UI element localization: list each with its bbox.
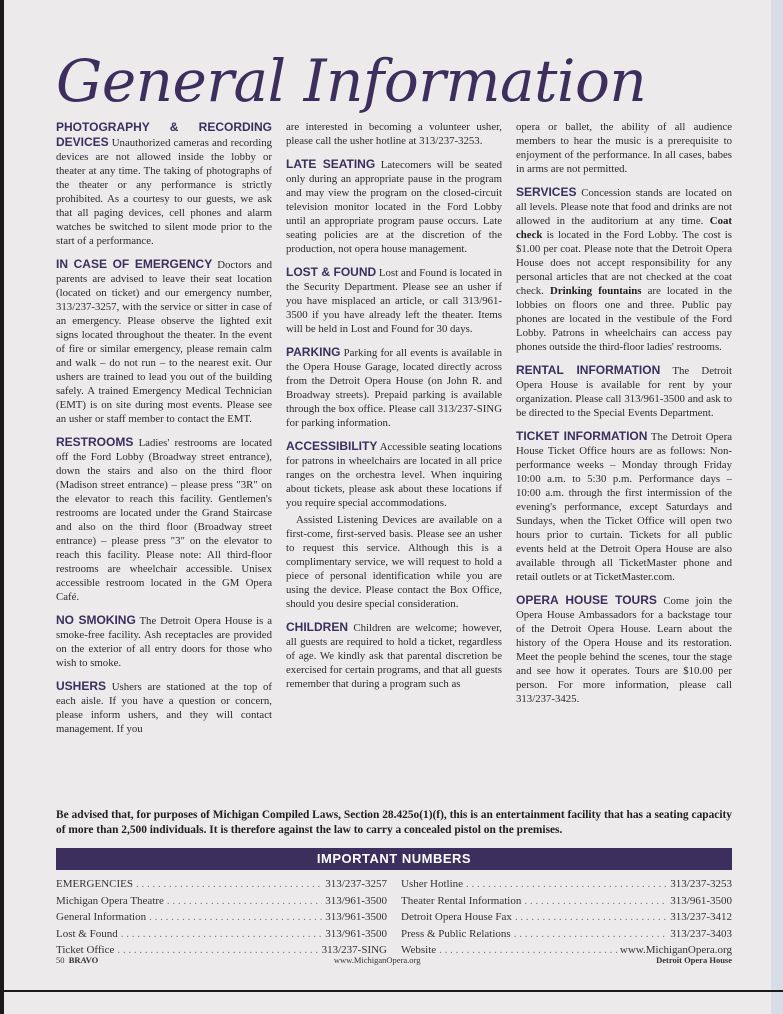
section-ushers-continued: are interested in becoming a volunteer usher, please call the usher hotline at 313/237-3253. bbox=[286, 121, 502, 147]
section-accessibility bbox=[286, 439, 502, 510]
section-text: Come join the Opera House Ambassadors for a backstage tour of the Detroit Opera House. Learn about the history of the Opera House and its restoration. Meet the people behind the scenes, tour the stage and see how it operates. Tours are $10.00 per person. For more information, please call 313/237-3425. bbox=[516, 595, 733, 705]
section-heading: IN CASE OF EMERGENCY bbox=[56, 257, 213, 271]
section-text: Concession stands are located on all levels. Please note that food and drinks are not allowed in the auditorium at any time. bbox=[516, 187, 732, 227]
number-label: Michigan Opera Theatre bbox=[56, 894, 164, 907]
number-value: 313/961-3500 bbox=[325, 894, 387, 907]
number-label: Website bbox=[401, 944, 437, 956]
section-heading: OPERA HOUSE TOURS bbox=[516, 593, 657, 607]
section-heading: PARKING bbox=[286, 345, 341, 359]
drinking-fountains-label: Drinking fountains bbox=[550, 285, 642, 297]
page-edge-bar bbox=[0, 0, 4, 1014]
section-heading: RENTAL INFORMATION bbox=[516, 363, 661, 377]
section-text: Accessible seating locations for patrons in wheelchairs are located in all price ranges on the orchestra level. When inquiring about tickets, please ask about these locations if you require special accommodations. bbox=[286, 441, 502, 509]
number-label: Detroit Opera House Fax bbox=[401, 911, 512, 923]
numbers-columns bbox=[56, 876, 732, 959]
bottom-rule bbox=[0, 990, 783, 992]
section-heading: SERVICES bbox=[516, 185, 577, 199]
numbers-left-column bbox=[56, 876, 387, 959]
important-numbers bbox=[56, 848, 732, 959]
number-row bbox=[401, 926, 732, 943]
section-text: Unauthorized cameras and recording devices are not allowed inside the lobby or theater at any time. The taking of photographs of the theater or any performance is strictly prohibited. As a courtesy to our guests, we ask that all paging devices, cell phones and alarm watches be switched to silent mode prior to the start of a performance. bbox=[56, 137, 272, 247]
footer-url[interactable]: www.MichiganOpera.org bbox=[333, 955, 421, 965]
page-number: 50 bbox=[56, 955, 65, 965]
section-tours bbox=[516, 593, 732, 706]
footer-venue: Detroit Opera House bbox=[656, 955, 732, 965]
section-text: are located in the lobbies on floors one and three. Public pay phones are located in the vestibule of the Ford Lobby. Patrons in wheelchairs can access pay phones outside the third-floor ladies' restrooms. bbox=[516, 285, 733, 353]
number-label: EMERGENCIES bbox=[56, 878, 133, 890]
number-value: 313/237-3412 bbox=[670, 911, 732, 923]
number-label: Usher Hotline bbox=[401, 878, 464, 890]
number-label: Press & Public Relations bbox=[401, 927, 511, 940]
section-rental bbox=[516, 363, 732, 420]
section-heading: PHOTOGRAPHY & RECORDING DEVICES bbox=[56, 120, 272, 149]
page-footer bbox=[56, 955, 732, 965]
number-value: 313/961-3500 bbox=[325, 911, 387, 923]
section-heading: RESTROOMS bbox=[56, 435, 134, 449]
section-text: The Detroit Opera House is available for rent by your organization. Please call 313/961-3500 and ask to be directed to the Special Events Department. bbox=[516, 365, 732, 419]
section-children-continued: opera or ballet, the ability of all audience members to hear the music is a prerequisite to enjoyment of the performance. In all cases, babes in arms are not permitted. bbox=[516, 121, 732, 175]
section-text: Lost and Found is located in the Security Department. Please see an usher if you have misplaced an article, or call 313/961-3500 if you have already left the theater. Items will be held in Lost and Found for 30 days. bbox=[286, 267, 502, 335]
section-text: The Detroit Opera House is a smoke-free facility. Ash receptacles are provided on the exterior of all entry doors for those who wish to smoke. bbox=[56, 615, 272, 669]
number-label: Lost & Found bbox=[56, 927, 118, 940]
article-columns bbox=[56, 120, 732, 800]
page-title: General Information bbox=[56, 47, 647, 115]
section-parking bbox=[286, 345, 502, 430]
number-value: 313/237-3257 bbox=[325, 878, 387, 890]
section-photography bbox=[56, 120, 272, 248]
section-ticket bbox=[516, 429, 732, 584]
leader-dots bbox=[514, 926, 668, 943]
number-row bbox=[401, 893, 732, 910]
number-row bbox=[401, 876, 732, 893]
section-text: Latecomers will be seated only during an appropriate pause in the program and may view the program on the closed-circuit television monitor located in the Ford Lobby until an appropriate program pause occurs. Late seating policies are at the discretion of the production, not opera house management. bbox=[286, 159, 502, 255]
leader-dots bbox=[515, 909, 667, 926]
number-row bbox=[56, 893, 387, 910]
number-row bbox=[56, 876, 387, 893]
section-text: is located in the Ford Lobby. The cost is $1.00 per coat. Please note that the Detroit Opera House does not accept responsibility for any personal articles that are not checked at the coat check. bbox=[516, 229, 732, 297]
number-label: Theater Rental Information bbox=[401, 894, 522, 907]
number-value: 313/237-3253 bbox=[670, 878, 732, 890]
section-emergency bbox=[56, 257, 272, 426]
section-text: Ladies' restrooms are located off the Ford Lobby (Broadway street entrance), down the stairs and also on the third floor (Madison street entrance) – please press "3R" on the elevator to reach this facility. Gentlemen's restrooms are located under the Grand Staircase and also on the third floor (Broadway street entrance) – please press "3" on the elevator to reach this facility. Please note: All third-floor restrooms are wheelchair accessible. Unisex accessible restroom located in the GM Opera Café. bbox=[56, 437, 272, 603]
legal-notice: Be advised that, for purposes of Michigan Compiled Laws, Section 28.425o(1)(f), this is an entertainment facility that has a seating capacity of more than 2,500 individuals. It is therefore against the law to carry a concealed pistol on the premises. bbox=[56, 809, 732, 836]
page-content bbox=[56, 48, 732, 959]
number-row bbox=[56, 909, 387, 926]
number-row bbox=[56, 926, 387, 943]
section-heading: USHERS bbox=[56, 679, 107, 693]
number-label: Ticket Office bbox=[56, 944, 115, 956]
number-value: 313/237-3403 bbox=[670, 927, 732, 940]
section-heading: ACCESSIBILITY bbox=[286, 439, 378, 453]
number-value: 313/237-SING bbox=[321, 944, 387, 956]
section-late-seating bbox=[286, 157, 502, 256]
leader-dots bbox=[167, 893, 322, 910]
section-text: Parking for all events is available in the Opera House Garage, located directly across from the Detroit Opera House (on John R. and Broadway streets). Prepaid parking is available through the box office. Please call 313/237-SING for parking information. bbox=[286, 347, 502, 429]
section-heading: NO SMOKING bbox=[56, 613, 136, 627]
section-children bbox=[286, 620, 502, 691]
section-heading: CHILDREN bbox=[286, 620, 348, 634]
page-edge-band bbox=[771, 0, 783, 1014]
section-no-smoking bbox=[56, 613, 272, 670]
section-heading: TICKET INFORMATION bbox=[516, 429, 648, 443]
section-services bbox=[516, 185, 732, 354]
coat-check-label: Coat check bbox=[516, 215, 732, 241]
footer-left bbox=[56, 955, 98, 965]
section-lost-found bbox=[286, 265, 502, 336]
section-text: Doctors and parents are advised to leave their seat location (located on ticket) and our emergency number, 313/237-3257, with the service or sitter in case of an emergency. Please observe the lighted exit signs located throughout the theater. In the event of fire or similar emergency, please remain calm and walk – do not run – to the nearest exit. Our ushers are trained to lead you out of the building safely. A trained Emergency Medical Technician (EMT) is on site during most events. Please see an usher or staff member to contact the EMT. bbox=[56, 259, 272, 425]
leader-dots bbox=[524, 893, 667, 910]
leader-dots bbox=[149, 909, 322, 926]
column-3 bbox=[516, 120, 732, 800]
leader-dots bbox=[121, 926, 323, 943]
leader-dots bbox=[136, 876, 322, 893]
website-link[interactable]: www.MichiganOpera.org bbox=[619, 944, 732, 956]
number-value: 313/961-3500 bbox=[325, 927, 387, 940]
section-ushers bbox=[56, 679, 272, 736]
section-heading: LATE SEATING bbox=[286, 157, 376, 171]
section-heading: LOST & FOUND bbox=[286, 265, 377, 279]
column-1 bbox=[56, 120, 272, 800]
leader-dots bbox=[466, 876, 667, 893]
number-row bbox=[401, 909, 732, 926]
section-restrooms bbox=[56, 435, 272, 604]
section-listening-devices: Assisted Listening Devices are available on a first-come, first-served basis. Please see an usher to request this service. Although this is a complimentary service, we will request to hold a piece of personal identification while you are using the device. Please contact the Box Office, should you desire special consideration. bbox=[286, 514, 502, 610]
section-text: Ushers are stationed at the top of each aisle. If you have a question or concern, please inform ushers, and they will contact management. If you bbox=[56, 681, 272, 735]
section-text: Children are welcome; however, all guests are required to hold a ticket, regardless of age. We kindly ask that parental discretion be exercised for certain programs, and that all guests remember that during a program such as bbox=[286, 622, 502, 690]
magazine-name: BRAVO bbox=[68, 955, 99, 965]
section-text: The Detroit Opera House Ticket Office hours are as follows: Non-performance weeks – Monday through Friday 10:00 a.m. to 5:30 p.m. Performance days – 10:00 a.m. through the first intermission of the evening's performance, except Saturdays and Sundays, when the Ticket Office will open two hours prior to curtain. Tickets for all public events held at the Detroit Opera House are also available through all TicketMaster phone and retail outlets or at TicketMaster.com. bbox=[516, 431, 732, 583]
number-value: 313/961-3500 bbox=[670, 894, 732, 907]
column-2 bbox=[286, 120, 502, 800]
numbers-right-column bbox=[401, 876, 732, 959]
number-label: General Information bbox=[56, 911, 147, 923]
important-numbers-title: IMPORTANT NUMBERS bbox=[56, 848, 732, 870]
